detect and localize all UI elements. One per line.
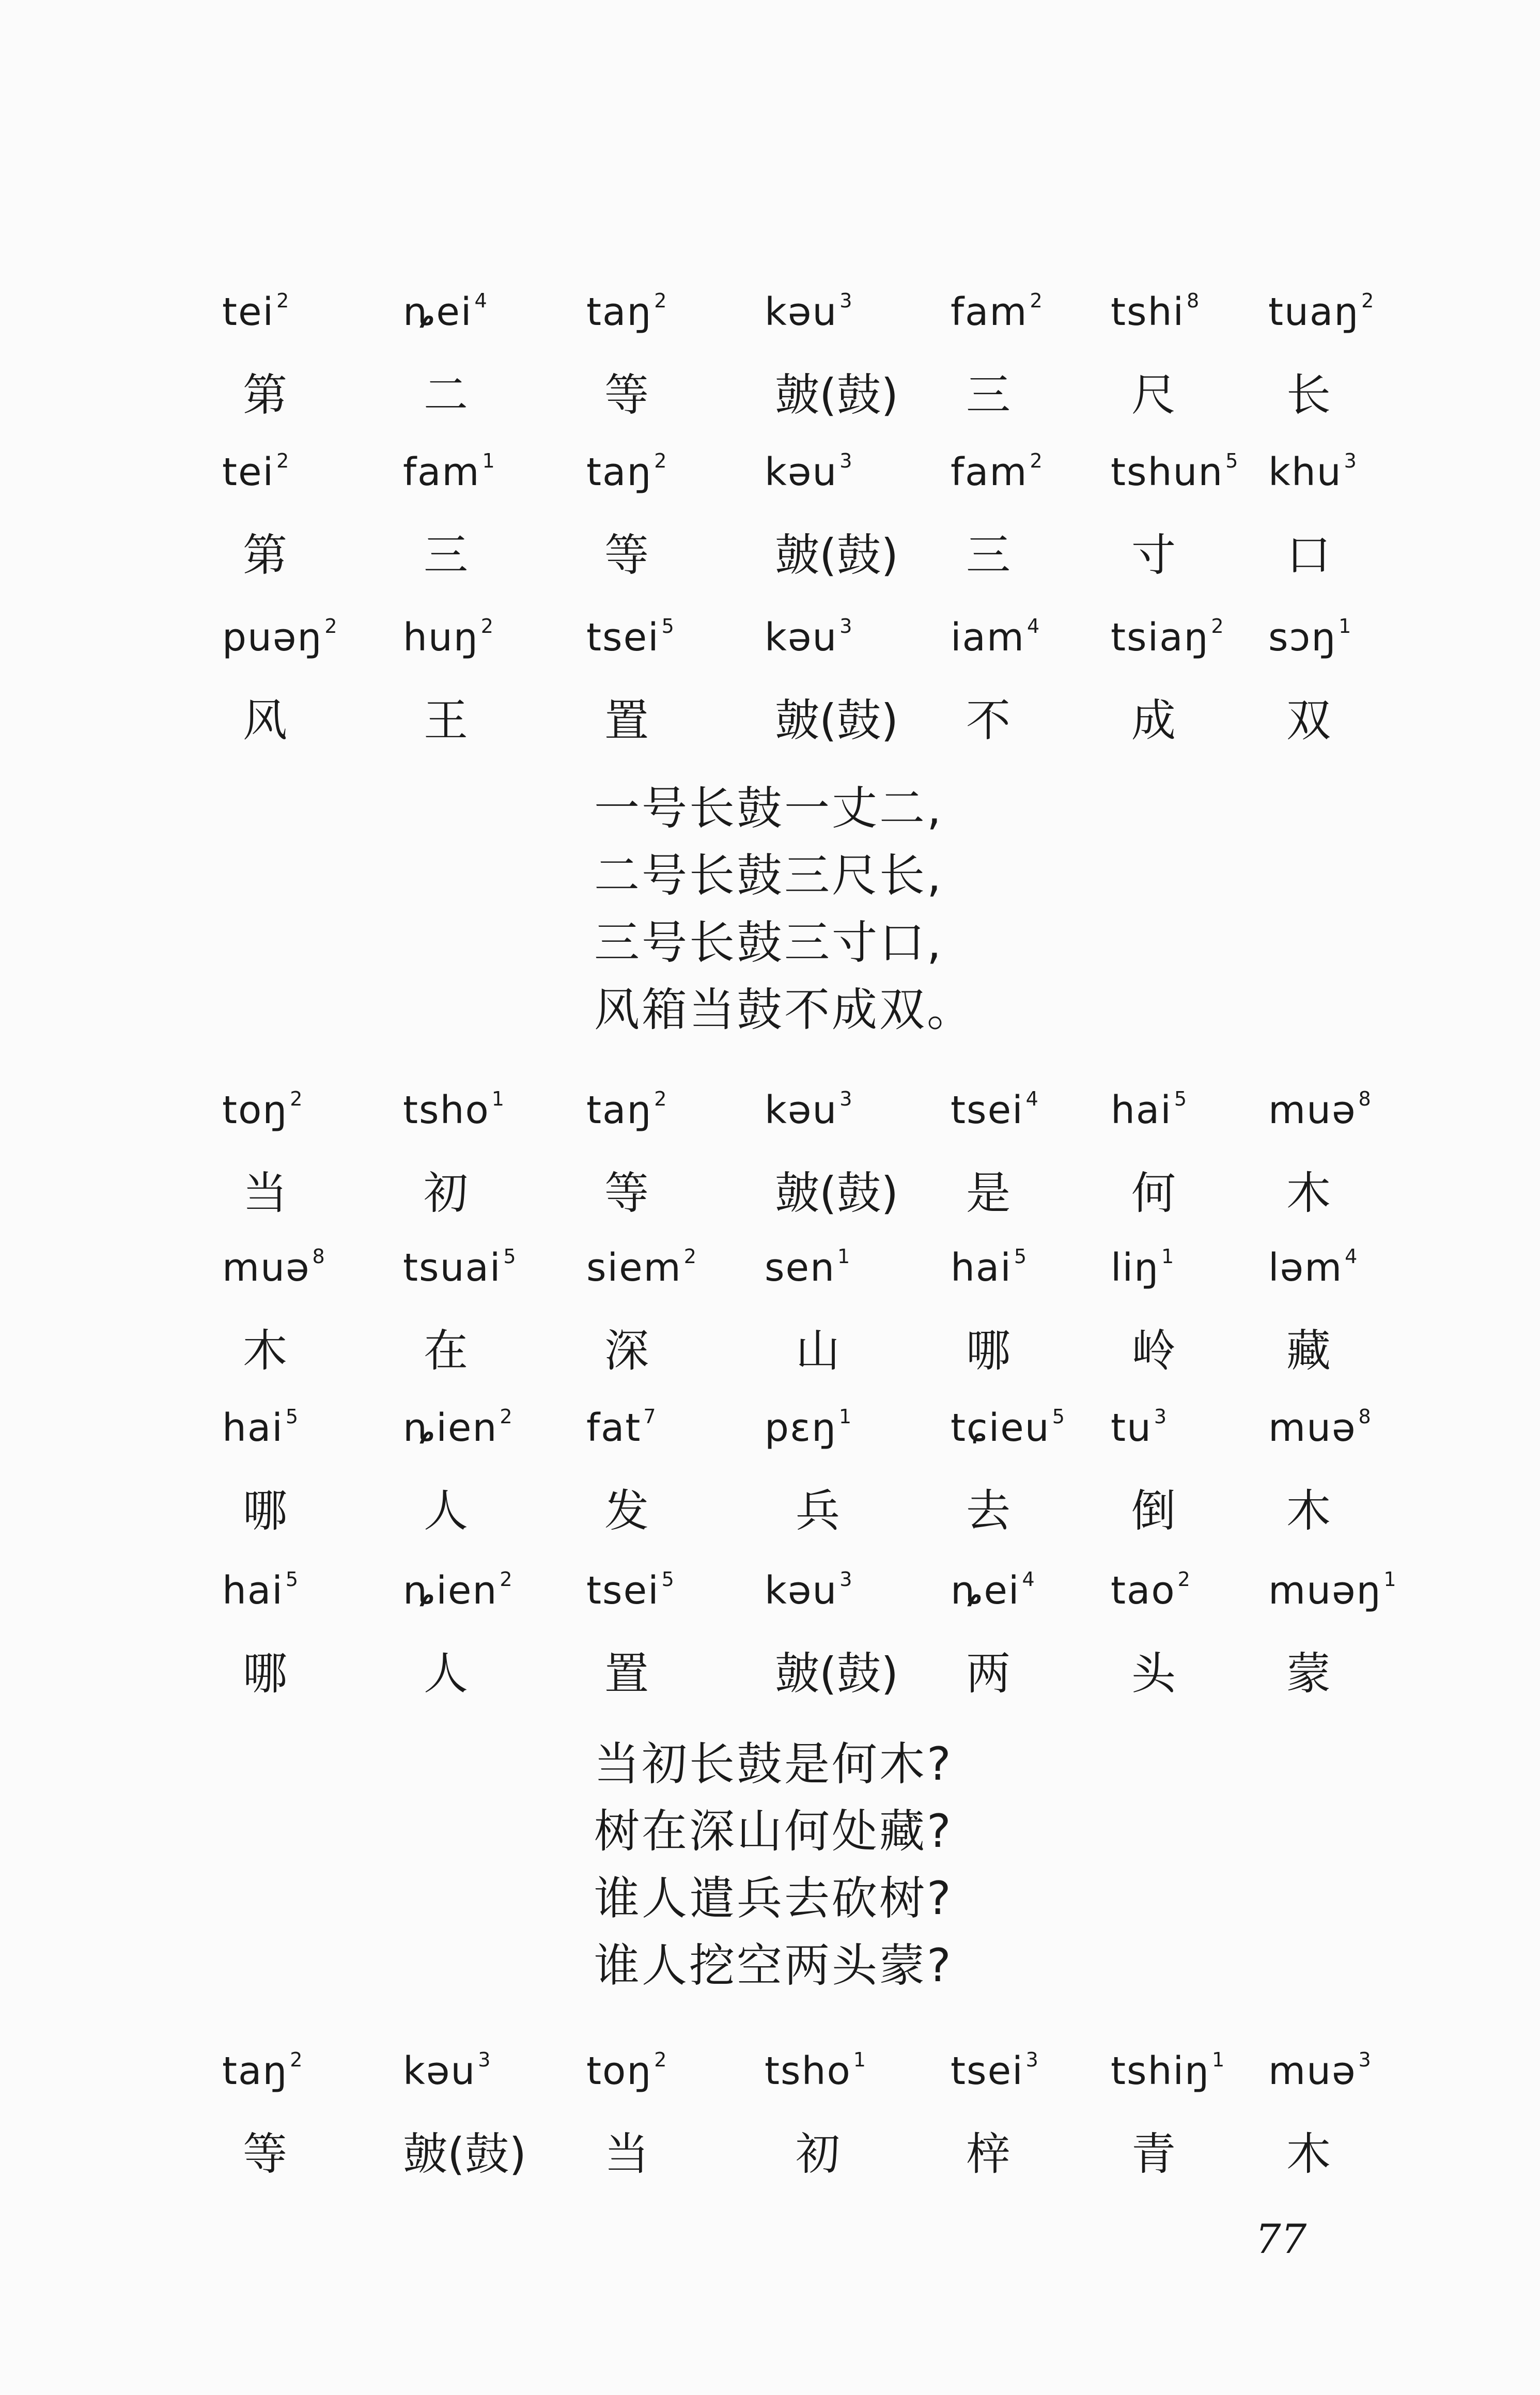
chinese-gloss-character: 蒙 [1286, 1648, 1331, 1700]
romanized-syllable [403, 1245, 568, 1290]
syllable-text: pɛŋ [765, 1406, 837, 1450]
romanized-syllable [1268, 1568, 1434, 1613]
chinese-gloss-character: 第 [243, 369, 287, 421]
romanized-syllable [765, 1087, 930, 1132]
verse-line: 一号长鼓一丈二, [594, 782, 943, 835]
tone-number: 5 [1174, 1087, 1188, 1110]
romanized-syllable [1268, 615, 1434, 660]
tone-number: 3 [839, 615, 853, 637]
tone-number: 8 [1358, 1405, 1372, 1428]
romanization-line [0, 289, 1540, 362]
tone-number: 5 [503, 1245, 517, 1268]
verse-line: 谁人挖空两头蒙? [594, 1939, 953, 1992]
chinese-gloss-character: 二 [424, 369, 468, 421]
chinese-gloss-character: 青 [1131, 2128, 1176, 2180]
chinese-gloss-character: 皷(鼓) [775, 695, 899, 747]
romanized-syllable [222, 615, 387, 660]
chinese-gloss-character: 木 [243, 1325, 287, 1377]
chinese-gloss-character: 尺 [1131, 369, 1176, 421]
verse-line: 三号长鼓三寸口, [594, 916, 943, 969]
romanized-syllable [951, 289, 1116, 334]
syllable-text: hai [1111, 1088, 1172, 1132]
syllable-text: taŋ [586, 1088, 652, 1132]
romanization-line [0, 1245, 1540, 1317]
romanized-syllable [222, 1405, 387, 1450]
syllable-text: muəŋ [1268, 1568, 1382, 1613]
tone-number: 3 [839, 449, 853, 472]
chinese-gloss-character: 岭 [1131, 1325, 1176, 1377]
romanized-syllable [586, 1405, 752, 1450]
tone-number: 2 [654, 449, 668, 472]
tone-number: 5 [661, 1568, 675, 1591]
romanized-syllable [951, 1568, 1116, 1613]
syllable-text: tsei [951, 1088, 1024, 1132]
tone-number: 2 [1030, 289, 1044, 312]
chinese-gloss-character: 在 [424, 1325, 468, 1377]
romanized-syllable [765, 1405, 930, 1450]
tone-number: 2 [290, 1087, 304, 1110]
chinese-gloss-character: 等 [604, 1168, 649, 1219]
tone-number: 1 [838, 1405, 853, 1428]
tone-number: 3 [839, 289, 853, 312]
romanized-syllable [1268, 449, 1434, 494]
romanized-syllable [951, 1087, 1116, 1132]
romanization-line [0, 2048, 1540, 2121]
syllable-text: taŋ [222, 2049, 288, 2093]
syllable-text: tshi [1111, 290, 1185, 334]
tone-number: 3 [1344, 449, 1358, 472]
syllable-text: fam [403, 450, 480, 494]
romanized-syllable [1268, 1087, 1434, 1132]
syllable-text: tao [1111, 1568, 1176, 1613]
romanized-syllable [1268, 289, 1434, 334]
tone-number: 2 [500, 1405, 514, 1428]
chinese-gloss-character: 双 [1286, 695, 1331, 747]
tone-number: 1 [482, 449, 496, 472]
syllable-text: siem [586, 1246, 682, 1290]
romanized-syllable [1268, 1245, 1434, 1290]
tone-number: 5 [1052, 1405, 1066, 1428]
chinese-gloss-character: 兵 [796, 1485, 840, 1537]
tone-number: 5 [285, 1405, 299, 1428]
tone-number: 1 [1339, 615, 1352, 637]
romanized-syllable [765, 289, 930, 334]
syllable-text: tsiaŋ [1111, 615, 1209, 660]
chinese-gloss-character: 藏 [1286, 1325, 1331, 1377]
tone-number: 3 [839, 1568, 853, 1591]
romanized-syllable [951, 1405, 1116, 1450]
chinese-gloss-character: 人 [424, 1648, 468, 1700]
tone-number: 5 [1225, 449, 1239, 472]
romanized-syllable [1111, 2048, 1276, 2093]
syllable-text: iam [951, 615, 1025, 660]
verse-line: 谁人遣兵去砍树? [594, 1872, 953, 1925]
verse-line: 树在深山何处藏? [594, 1805, 953, 1858]
chinese-gloss-character: 山 [796, 1325, 840, 1377]
verse-translation [594, 1731, 1214, 1999]
romanized-syllable [586, 1568, 752, 1613]
syllable-text: fat [586, 1406, 642, 1450]
tone-number: 5 [661, 615, 675, 637]
romanization-line [0, 1087, 1540, 1160]
chinese-gloss-character: 王 [424, 695, 468, 747]
romanized-syllable [403, 289, 568, 334]
tone-number: 1 [1383, 1568, 1397, 1591]
chinese-gloss-line [0, 359, 1540, 431]
tone-number: 4 [474, 289, 488, 312]
tone-number: 3 [1358, 2048, 1372, 2071]
romanized-syllable [765, 1568, 930, 1613]
syllable-text: kəu [765, 1568, 838, 1613]
tone-number: 2 [654, 289, 668, 312]
syllable-text: kəu [765, 290, 838, 334]
chinese-gloss-character: 皷(鼓) [775, 1168, 899, 1219]
chinese-gloss-character: 木 [1286, 1168, 1331, 1219]
syllable-text: toŋ [586, 2049, 652, 2093]
romanized-syllable [222, 1087, 387, 1132]
syllable-text: tei [222, 450, 275, 494]
tone-number: 2 [654, 2048, 668, 2071]
syllable-text: huŋ [403, 615, 479, 660]
tone-number: 1 [1211, 2048, 1226, 2071]
tone-number: 8 [1187, 289, 1201, 312]
chinese-gloss-character: 倒 [1131, 1485, 1176, 1537]
syllable-text: toŋ [222, 1088, 288, 1132]
tone-number: 8 [312, 1245, 326, 1268]
romanized-syllable [586, 1087, 752, 1132]
syllable-text: sɔŋ [1268, 615, 1337, 660]
chinese-gloss-character: 等 [604, 530, 649, 581]
romanized-syllable [1111, 1245, 1276, 1290]
syllable-text: tsei [586, 1568, 660, 1613]
tone-number: 1 [1161, 1245, 1175, 1268]
chinese-gloss-character: 成 [1131, 695, 1176, 747]
tone-number: 2 [654, 1087, 668, 1110]
syllable-text: tuaŋ [1268, 290, 1360, 334]
tone-number: 2 [1030, 449, 1044, 472]
syllable-text: kəu [765, 450, 838, 494]
tone-number: 7 [643, 1405, 657, 1428]
romanized-syllable [1268, 1405, 1434, 1450]
chinese-gloss-character: 三 [424, 530, 468, 581]
tone-number: 2 [500, 1568, 514, 1591]
syllable-text: muə [1268, 1406, 1357, 1450]
syllable-text: ȵien [403, 1568, 498, 1613]
romanized-syllable [403, 1405, 568, 1450]
romanized-syllable [222, 289, 387, 334]
chinese-gloss-line [0, 1315, 1540, 1387]
tone-number: 4 [1027, 615, 1041, 637]
romanized-syllable [403, 1568, 568, 1613]
syllable-text: puəŋ [222, 615, 323, 660]
romanized-syllable [1268, 2048, 1434, 2093]
romanized-syllable [951, 2048, 1116, 2093]
syllable-text: tshiŋ [1111, 2049, 1210, 2093]
romanized-syllable [1111, 615, 1276, 660]
romanized-syllable [403, 615, 568, 660]
romanized-syllable [403, 449, 568, 494]
verse-line: 二号长鼓三尺长, [594, 849, 943, 902]
chinese-gloss-line [0, 685, 1540, 757]
chinese-gloss-character: 皷(鼓) [775, 530, 899, 581]
romanization-line [0, 1568, 1540, 1640]
chinese-gloss-character: 梓 [966, 2128, 1010, 2180]
syllable-text: kəu [403, 2049, 476, 2093]
romanized-syllable [1111, 1568, 1276, 1613]
romanized-syllable [951, 449, 1116, 494]
chinese-gloss-line [0, 519, 1540, 592]
chinese-gloss-character: 口 [1286, 530, 1331, 581]
chinese-gloss-character: 风 [243, 695, 287, 747]
chinese-gloss-character: 等 [243, 2128, 287, 2180]
syllable-text: tsuai [403, 1246, 502, 1290]
syllable-text: hai [222, 1406, 284, 1450]
chinese-gloss-character: 哪 [243, 1485, 287, 1537]
syllable-text: khu [1268, 450, 1342, 494]
tone-number: 2 [276, 289, 290, 312]
tone-number: 4 [1025, 1087, 1039, 1110]
syllable-text: hai [951, 1246, 1012, 1290]
romanized-syllable [222, 1245, 387, 1290]
syllable-text: sen [765, 1246, 835, 1290]
romanized-syllable [1111, 449, 1276, 494]
syllable-text: muə [222, 1246, 310, 1290]
chinese-gloss-character: 皷(鼓) [403, 2128, 527, 2180]
romanization-line [0, 449, 1540, 522]
syllable-text: tsei [586, 615, 660, 660]
tone-number: 2 [1211, 615, 1225, 637]
romanized-syllable [586, 289, 752, 334]
syllable-text: taŋ [586, 290, 652, 334]
page-number: 77 [1255, 2216, 1307, 2263]
tone-number: 2 [683, 1245, 697, 1268]
tone-number: 2 [480, 615, 494, 637]
chinese-gloss-character: 长 [1286, 369, 1331, 421]
tone-number: 2 [1177, 1568, 1191, 1591]
syllable-text: liŋ [1111, 1246, 1160, 1290]
syllable-text: ȵien [403, 1406, 498, 1450]
romanized-syllable [765, 2048, 930, 2093]
romanization-line [0, 1405, 1540, 1478]
chinese-gloss-character: 置 [604, 695, 649, 747]
chinese-gloss-character: 皷(鼓) [775, 1648, 899, 1700]
romanized-syllable [403, 1087, 568, 1132]
syllable-text: tei [222, 290, 275, 334]
verse-translation [594, 775, 1214, 1044]
chinese-gloss-character: 不 [966, 695, 1010, 747]
romanized-syllable [765, 449, 930, 494]
romanized-syllable [951, 1245, 1116, 1290]
verse-line: 风箱当鼓不成双。 [594, 983, 975, 1036]
verse-line: 当初长鼓是何木? [594, 1737, 953, 1791]
syllable-text: fam [951, 290, 1028, 334]
chinese-gloss-character: 皷(鼓) [775, 369, 899, 421]
romanized-syllable [403, 2048, 568, 2093]
chinese-gloss-character: 木 [1286, 2128, 1331, 2180]
chinese-gloss-line [0, 2118, 1540, 2190]
chinese-gloss-character: 发 [604, 1485, 649, 1537]
chinese-gloss-character: 两 [966, 1648, 1010, 1700]
tone-number: 5 [1014, 1245, 1028, 1268]
chinese-gloss-character: 木 [1286, 1485, 1331, 1537]
syllable-text: fam [951, 450, 1028, 494]
romanized-syllable [1111, 1405, 1276, 1450]
chinese-gloss-character: 何 [1131, 1168, 1176, 1219]
chinese-gloss-character: 哪 [243, 1648, 287, 1700]
chinese-gloss-character: 哪 [966, 1325, 1010, 1377]
chinese-gloss-line [0, 1157, 1540, 1230]
syllable-text: muə [1268, 1088, 1357, 1132]
chinese-gloss-line [0, 1638, 1540, 1710]
tone-number: 4 [1022, 1568, 1036, 1591]
syllable-text: muə [1268, 2049, 1357, 2093]
tone-number: 2 [290, 2048, 304, 2071]
chinese-gloss-character: 是 [966, 1168, 1010, 1219]
romanized-syllable [586, 1245, 752, 1290]
chinese-gloss-character: 等 [604, 369, 649, 421]
tone-number: 3 [1025, 2048, 1039, 2071]
tone-number: 8 [1358, 1087, 1372, 1110]
romanized-syllable [586, 449, 752, 494]
syllable-text: tsho [765, 2049, 851, 2093]
tone-number: 2 [1361, 289, 1375, 312]
tone-number: 3 [1154, 1405, 1168, 1428]
tone-number: 4 [1345, 1245, 1359, 1268]
chinese-gloss-character: 去 [966, 1485, 1010, 1537]
chinese-gloss-character: 寸 [1131, 530, 1176, 581]
syllable-text: tsei [951, 2049, 1024, 2093]
romanization-line [0, 615, 1540, 687]
romanized-syllable [222, 449, 387, 494]
tone-number: 2 [276, 449, 290, 472]
chinese-gloss-character: 头 [1131, 1648, 1176, 1700]
syllable-text: tu [1111, 1406, 1152, 1450]
syllable-text: hai [222, 1568, 284, 1613]
tone-number: 2 [324, 615, 338, 637]
syllable-text: ȵei [403, 290, 473, 334]
romanized-syllable [222, 1568, 387, 1613]
romanized-syllable [951, 615, 1116, 660]
syllable-text: ȵei [951, 1568, 1020, 1613]
syllable-text: taŋ [586, 450, 652, 494]
romanized-syllable [586, 615, 752, 660]
chinese-gloss-character: 初 [424, 1168, 468, 1219]
romanized-syllable [765, 1245, 930, 1290]
chinese-gloss-character: 人 [424, 1485, 468, 1537]
chinese-gloss-character: 深 [604, 1325, 649, 1377]
romanized-syllable [1111, 1087, 1276, 1132]
chinese-gloss-character: 当 [243, 1168, 287, 1219]
chinese-gloss-character: 初 [796, 2128, 840, 2180]
tone-number: 3 [839, 1087, 853, 1110]
chinese-gloss-line [0, 1475, 1540, 1547]
tone-number: 1 [491, 1087, 505, 1110]
tone-number: 3 [478, 2048, 492, 2071]
syllable-text: tɕieu [951, 1406, 1050, 1450]
syllable-text: tshun [1111, 450, 1224, 494]
romanized-syllable [586, 2048, 752, 2093]
syllable-text: ləm [1268, 1246, 1343, 1290]
chinese-gloss-character: 当 [604, 2128, 649, 2180]
romanized-syllable [1111, 289, 1276, 334]
syllable-text: tsho [403, 1088, 490, 1132]
chinese-gloss-character: 三 [966, 530, 1010, 581]
romanized-syllable [765, 615, 930, 660]
chinese-gloss-character: 置 [604, 1648, 649, 1700]
romanized-syllable [222, 2048, 387, 2093]
tone-number: 5 [285, 1568, 299, 1591]
tone-number: 1 [837, 1245, 851, 1268]
syllable-text: kəu [765, 1088, 838, 1132]
chinese-gloss-character: 第 [243, 530, 287, 581]
syllable-text: kəu [765, 615, 838, 660]
chinese-gloss-character: 三 [966, 369, 1010, 421]
tone-number: 1 [853, 2048, 867, 2071]
